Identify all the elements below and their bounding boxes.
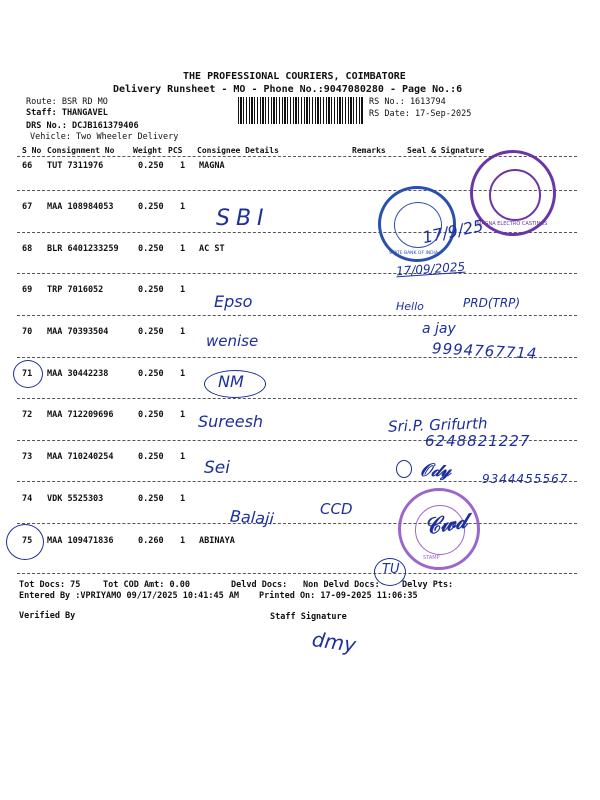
rs-date: RS Date: 17-Sep-2025 <box>369 109 472 119</box>
col-details: Consignee Details <box>197 146 279 155</box>
row-divider <box>17 232 577 233</box>
table-row <box>22 452 582 466</box>
row-consignment: TUT 7311976 <box>47 161 104 171</box>
handwriting-name: Hello <box>396 300 424 313</box>
handwriting-phone: 9994767714 <box>431 339 538 363</box>
row-weight: 0.250 <box>138 494 164 504</box>
row-pcs: 1 <box>180 369 186 379</box>
handwriting-date: 17/09/2025 <box>395 259 466 279</box>
printed-on: Printed On: 17-09-2025 11:06:35 <box>259 591 418 601</box>
handwriting-name: a jay <box>422 321 456 337</box>
circle-mark <box>6 524 44 560</box>
row-details: ABINAYA <box>199 536 235 546</box>
circle-mark <box>13 360 43 388</box>
row-consignment: MAA 108984053 <box>47 202 114 212</box>
row-sno: 68 <box>22 244 33 254</box>
handwriting-name: Epso <box>214 292 253 311</box>
handwriting-name: Sei <box>204 458 230 478</box>
table-row <box>22 494 582 508</box>
handwriting-name: Sri.P. Grifurth <box>387 414 488 436</box>
row-consignment: MAA 70393504 <box>47 327 109 337</box>
handwriting-phone: 6248821227 <box>425 432 531 450</box>
handwriting-initials: NM <box>218 372 244 391</box>
col-pcs: PCS <box>168 146 183 155</box>
row-divider <box>17 315 577 316</box>
row-pcs: 1 <box>180 536 186 546</box>
seal-text: STAMP <box>423 555 440 561</box>
row-pcs: 1 <box>180 285 186 295</box>
row-consignment: MAA 710240254 <box>47 452 114 462</box>
row-sno: 72 <box>22 410 33 420</box>
total-cod: Tot COD Amt: 0.00 <box>103 580 190 590</box>
row-sno: 71 <box>22 369 33 379</box>
row-details: MAGNA <box>199 161 225 171</box>
runsheet-title: Delivery Runsheet - MO - Phone No.:9047080280 - Page No.:6 <box>113 84 463 95</box>
row-consignment: BLR 6401233259 <box>47 244 119 254</box>
barcode <box>238 97 364 124</box>
handwriting-signature: 𝒞𝓌𝒹 <box>422 508 469 541</box>
row-weight: 0.260 <box>138 536 164 546</box>
row-sno: 66 <box>22 161 33 171</box>
row-pcs: 1 <box>180 202 186 212</box>
row-weight: 0.250 <box>138 161 164 171</box>
delivered-docs: Delvd Docs: <box>231 580 288 590</box>
row-weight: 0.250 <box>138 410 164 420</box>
company-seal-stamp <box>470 150 556 236</box>
row-consignment: TRP 7016052 <box>47 285 104 295</box>
row-pcs: 1 <box>180 327 186 337</box>
rs-number: RS No.: 1613794 <box>369 97 446 107</box>
col-sno: S No <box>22 146 42 155</box>
row-consignment: VDK 5525303 <box>47 494 104 504</box>
row-consignment: MAA 712209696 <box>47 410 114 420</box>
table-row <box>22 410 582 424</box>
row-weight: 0.250 <box>138 452 164 462</box>
row-consignment: MAA 30442238 <box>47 369 109 379</box>
row-sno: 75 <box>22 536 33 546</box>
table-row <box>22 369 582 383</box>
handwriting-signature: 𝒪𝒹𝓎 <box>420 460 451 481</box>
col-seal: Seal & Signature <box>407 146 485 155</box>
seal-text: MAGNA ELECTRO CASTINGS <box>477 221 548 227</box>
non-delivered-docs: Non Delvd Docs: <box>303 580 380 590</box>
row-sno: 69 <box>22 285 33 295</box>
col-consignment: Consignment No <box>47 146 115 155</box>
row-sno: 70 <box>22 327 33 337</box>
handwriting-name: CCD <box>320 500 353 518</box>
handwriting-name: Sureesh <box>198 412 264 431</box>
handwriting-name: Balaji <box>229 506 275 529</box>
table-row <box>22 244 582 258</box>
row-pcs: 1 <box>180 452 186 462</box>
row-weight: 0.250 <box>138 369 164 379</box>
row-details: AC ST <box>199 244 225 254</box>
handwriting-sbi: SBI <box>216 206 270 231</box>
delivery-points: Delvy Pts: <box>402 580 454 590</box>
row-pcs: 1 <box>180 244 186 254</box>
handwriting-phone: 9344455567 <box>482 472 569 486</box>
col-weight: Weight <box>133 146 162 155</box>
handwriting-name: wenise <box>206 332 259 350</box>
row-consignment: MAA 109471836 <box>47 536 114 546</box>
row-divider <box>17 523 577 524</box>
handwriting-initials: TU <box>382 562 400 577</box>
row-weight: 0.250 <box>138 244 164 254</box>
row-sno: 73 <box>22 452 33 462</box>
handwriting-note: PRD(TRP) <box>463 296 521 310</box>
row-divider <box>17 398 577 399</box>
row-sno: 67 <box>22 202 33 212</box>
company-title: THE PROFESSIONAL COURIERS, COIMBATORE <box>183 71 406 82</box>
staff-signature: dmy <box>310 627 358 657</box>
table-row <box>22 327 582 341</box>
drs-number: DRS No.: DCJB161379406 <box>26 121 139 131</box>
row-sno: 74 <box>22 494 33 504</box>
vehicle: Vehicle: Two Wheeler Delivery <box>30 132 179 142</box>
row-pcs: 1 <box>180 494 186 504</box>
staff-signature-label: Staff Signature <box>270 612 347 622</box>
row-weight: 0.250 <box>138 327 164 337</box>
circle-mark <box>396 460 412 478</box>
seal-text: STATE BANK OF INDIA <box>389 251 439 256</box>
route: Route: BSR RD MO <box>26 97 108 107</box>
row-weight: 0.250 <box>138 202 164 212</box>
total-docs: Tot Docs: 75 <box>19 580 81 590</box>
row-pcs: 1 <box>180 410 186 420</box>
table-row <box>22 536 582 550</box>
row-divider <box>17 273 577 274</box>
row-weight: 0.250 <box>138 285 164 295</box>
table-bottom-divider <box>17 573 577 574</box>
entered-by: Entered By :VPRIYAMO 09/17/2025 10:41:45 AM <box>19 591 240 601</box>
verified-by: Verified By <box>19 611 76 621</box>
staff: Staff: THANGAVEL <box>26 108 108 118</box>
handwriting-date: 17/9/25 <box>420 215 485 248</box>
col-remarks: Remarks <box>352 146 386 155</box>
row-pcs: 1 <box>180 161 186 171</box>
